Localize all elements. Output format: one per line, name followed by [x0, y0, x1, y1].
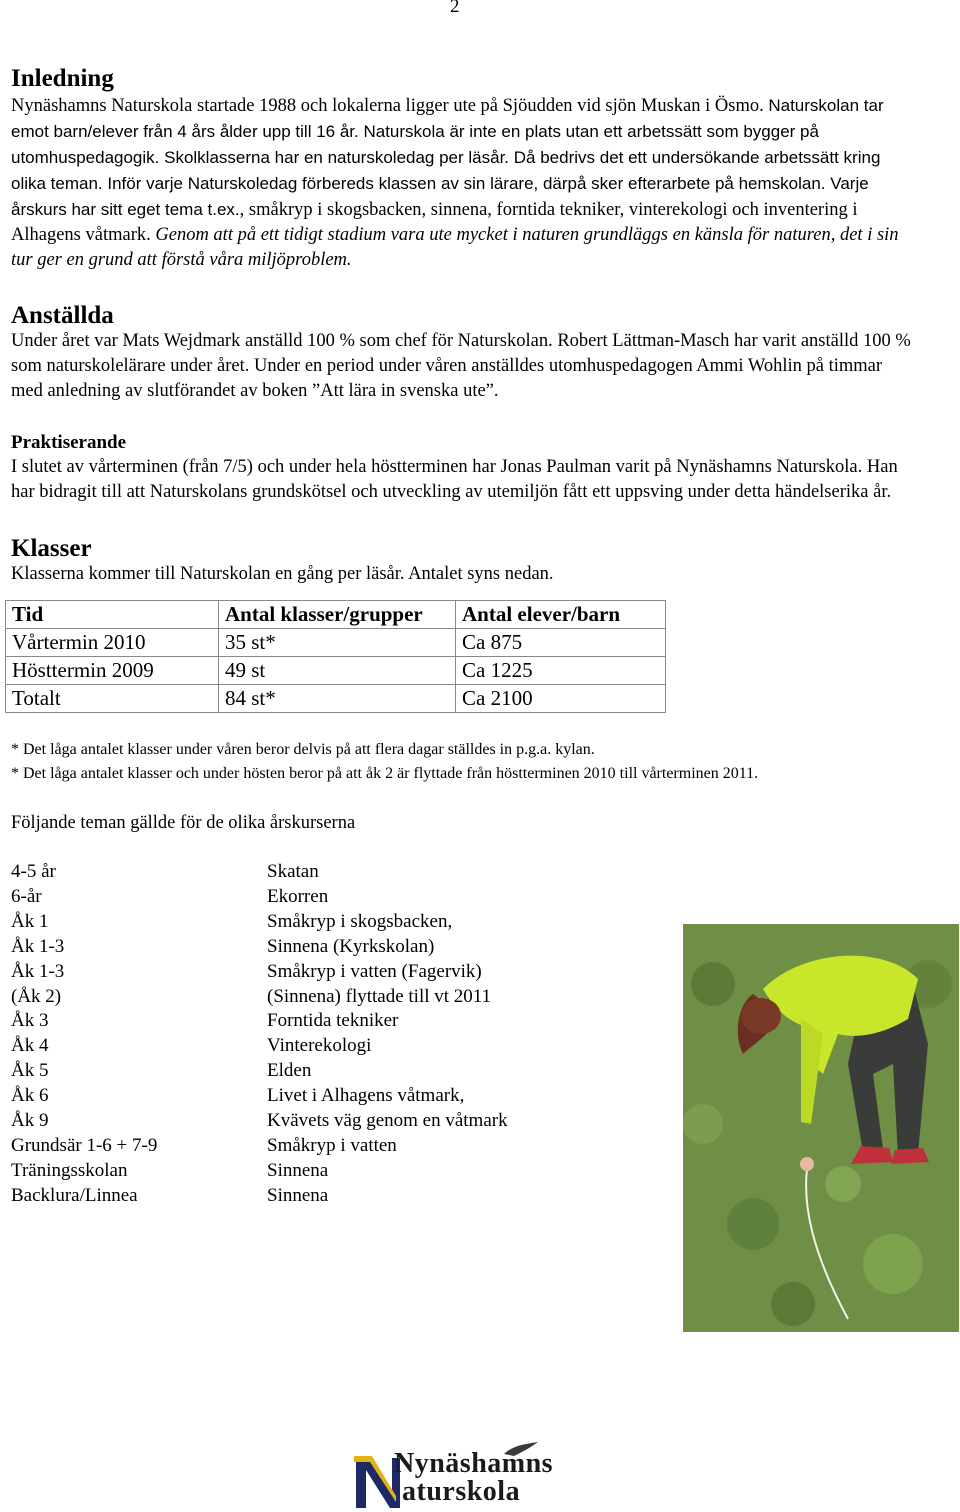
theme-name: (Sinnena) flyttade till vt 2011 [267, 985, 492, 1007]
theme-grade: Åk 1-3 [11, 935, 65, 957]
theme-name: Vinterekologi [267, 1035, 372, 1057]
theme-name: Kvävets väg genom en våtmark [267, 1110, 508, 1132]
classes-heading: Klasser [11, 535, 92, 562]
table-cell: 35 st* [219, 629, 456, 657]
theme-grade: Åk 6 [11, 1085, 49, 1107]
theme-name: Livet i Alhagens våtmark, [267, 1085, 465, 1107]
naturskola-logo [352, 1440, 572, 1510]
theme-grade: Grundsär 1-6 + 7-9 [11, 1134, 158, 1156]
table-cell: 84 st* [219, 685, 456, 713]
intro-sentence-1: Nynäshamns Naturskola startade 1988 och lokalerna ligger ute på Sjöudden vid sjön Muskan i Ösmo. [11, 96, 764, 116]
table-cell: 49 st [219, 657, 456, 685]
theme-grade: 6-år [11, 885, 42, 907]
classes-notes [11, 738, 911, 785]
theme-grade: Åk 9 [11, 1110, 49, 1132]
theme-name: Sinnena [267, 1184, 329, 1206]
classes-note-1: * Det låga antalet klasser under våren beror delvis på att flera dagar ställdes in p.g.a. kylan. [11, 741, 595, 758]
table-row [6, 685, 666, 713]
table-cell: Totalt [6, 685, 219, 713]
table-cell: Ca 2100 [456, 685, 666, 713]
staff-heading: Anställda [11, 302, 114, 329]
logo-line-2: aturskola [402, 1476, 521, 1507]
theme-name: Elden [267, 1060, 312, 1082]
theme-name: Småkryp i vatten [267, 1134, 397, 1156]
theme-grade: (Åk 2) [11, 985, 62, 1007]
theme-grade: Träningsskolan [11, 1159, 128, 1181]
intro-italic-text: Genom att på ett tidigt stadium vara ute mycket i naturen grundläggs en känsla för naturen, det i sin tur ger en grund att förstå våra miljöproblem. [11, 225, 899, 270]
table-row [6, 629, 666, 657]
theme-grade: Åk 3 [11, 1010, 49, 1032]
intro-heading: Inledning [11, 65, 114, 92]
intro-serif-text: , småkryp i skogsbacken, sinnena, forntida tekniker, vinterekologi och inventering i Alhagens våtmark. [11, 200, 858, 245]
themes-intro: Följande teman gällde för de olika årskurserna [11, 813, 356, 833]
table-header-row [6, 601, 666, 629]
page-number: 2 [450, 0, 460, 17]
theme-grade: Åk 1 [11, 910, 49, 932]
classes-intro: Klasserna kommer till Naturskolan en gång per läsår. Antalet syns nedan. [11, 564, 554, 584]
theme-name: Sinnena (Kyrkskolan) [267, 935, 435, 957]
photo-illustration [683, 924, 959, 1332]
intro-sans-text: Naturskolan tar emot barn/elever från 4 års ålder upp till 16 år. Naturskola är inte en plats utan ett arbetssätt som bygger på utomhuspedagogik. Skolklasserna har en naturskoledag per läsår. Då bedrivs det ett undersökande arbetssätt kring olika teman. Inför varje Naturskoledag förbereds klassen av sin lärare, därpå sker efterarbete på hemskolan. Varje årskurs har sitt eget tema t.ex. [11, 96, 884, 219]
theme-grade: Åk 5 [11, 1060, 49, 1082]
outdoor-photo [683, 924, 959, 1332]
intro-paragraph [11, 93, 911, 273]
classes-table [5, 600, 666, 713]
table-cell: Ca 1225 [456, 657, 666, 685]
theme-grade: Åk 4 [11, 1035, 49, 1057]
theme-name: Ekorren [267, 885, 329, 907]
table-row [6, 657, 666, 685]
classes-note-2: * Det låga antalet klasser och under hösten beror på att åk 2 är flyttade från höstterminen 2010 till vårterminen 2011. [11, 764, 759, 782]
logo-line-1: Nynäshamns [394, 1448, 554, 1479]
intern-heading: Praktiserande [11, 432, 127, 453]
theme-name: Småkryp i skogsbacken, [267, 910, 453, 932]
table-header: Tid [6, 601, 219, 629]
intern-paragraph: I slutet av vårterminen (från 7/5) och under hela höstterminen har Jonas Paulman varit på Nynäshamns Naturskola. Han har bidragit till att Naturskolans grundskötsel och utveckling av utemiljön fått ett uppsving under detta händelserika år. [11, 457, 898, 502]
table-header: Antal elever/barn [456, 601, 666, 629]
theme-grade: Åk 1-3 [11, 960, 65, 982]
theme-grade: Backlura/Linnea [11, 1184, 138, 1206]
table-cell: Vårtermin 2010 [6, 629, 219, 657]
table-header: Antal klasser/grupper [219, 601, 456, 629]
theme-name: Småkryp i vatten (Fagervik) [267, 960, 482, 982]
theme-grade: 4-5 år [11, 861, 56, 882]
staff-paragraph: Under året var Mats Wejdmark anställd 100 % som chef för Naturskolan. Robert Lättman-Masch har varit anställd 100 % som naturskolelärare under året. Under en period under våren anställdes utomhuspedagogen Ammi Wohlin på timmar med anledning av slutförandet av boken ”Att lära in svenska ute”. [11, 331, 911, 401]
theme-name: Sinnena [267, 1159, 329, 1181]
theme-name: Forntida tekniker [267, 1010, 399, 1032]
theme-name: Skatan [267, 861, 319, 882]
table-cell: Hösttermin 2009 [6, 657, 219, 685]
table-cell: Ca 875 [456, 629, 666, 657]
